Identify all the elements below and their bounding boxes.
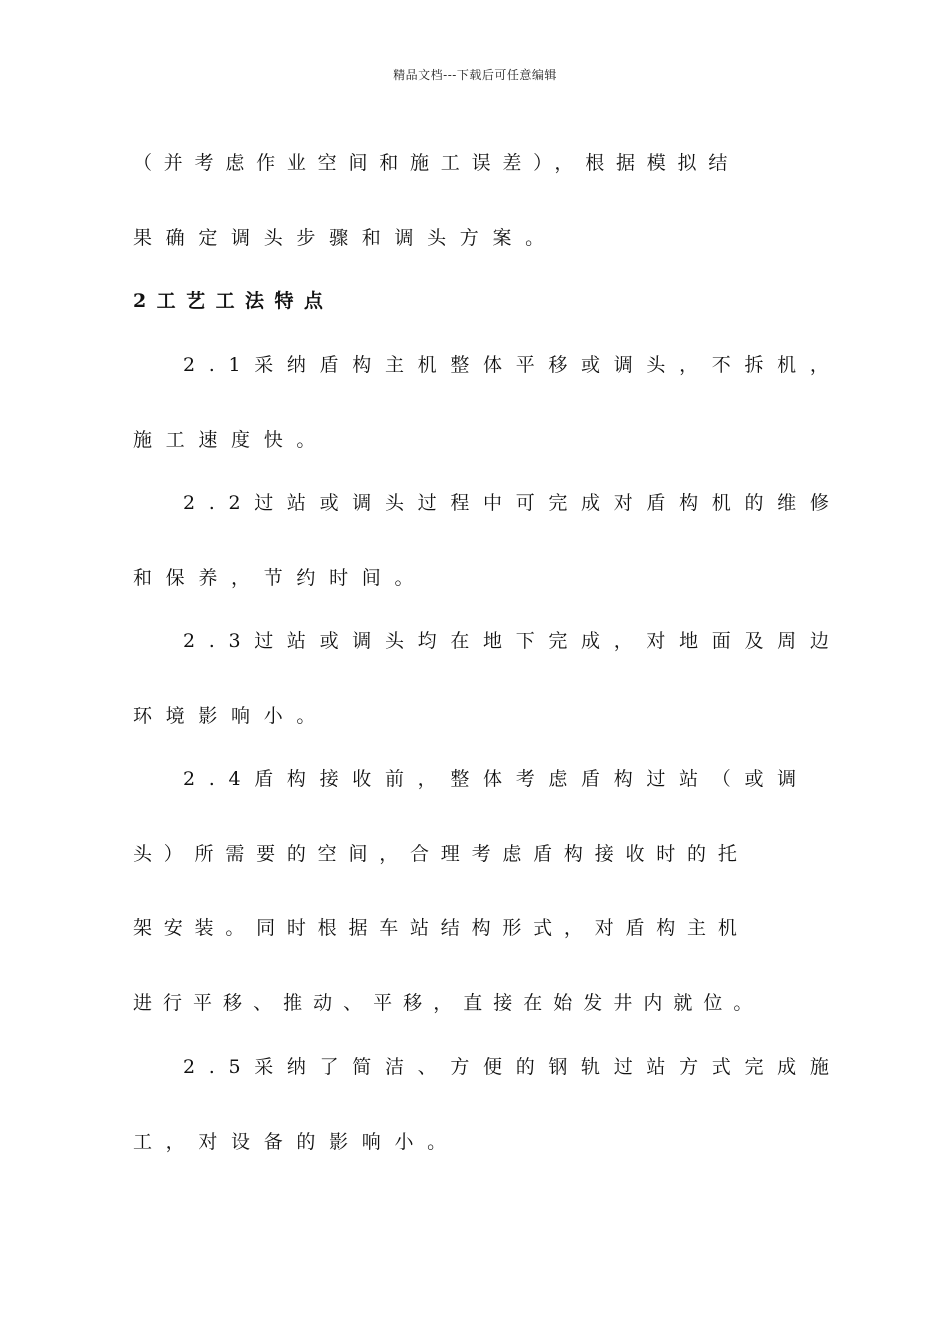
body-line: （并考虑作业空间和施工误差），根据模拟结 — [133, 152, 740, 174]
paragraph-2-4-line-4: 进行平移、推动、平移，直接在始发井内就位。 — [133, 992, 764, 1014]
paragraph-2-4-line-1: 2.4盾构接收前，整体考虑盾构过站（或调 — [183, 768, 810, 790]
paragraph-2-1-line-1: 2.1采纳盾构主机整体平移或调头，不拆机， — [183, 354, 843, 376]
paragraph-2-2-line-2: 和保养，节约时间。 — [133, 567, 428, 589]
page-header: 精品文档---下载后可任意编辑 — [393, 68, 557, 82]
section-heading: 2工艺工法特点 — [133, 290, 334, 312]
paragraph-2-5-line-2: 工，对设备的影响小。 — [133, 1131, 460, 1153]
paragraph-2-5-line-1: 2.5采纳了简洁、方便的钢轨过站方式完成施 — [183, 1056, 843, 1078]
paragraph-2-2-line-1: 2.2过站或调头过程中可完成对盾构机的维修 — [183, 492, 843, 514]
paragraph-2-4-line-2: 头）所需要的空间，合理考虑盾构接收时的托 — [133, 843, 749, 865]
paragraph-2-3-line-2: 环境影响小。 — [133, 705, 330, 727]
paragraph-2-4-line-3: 架安装。同时根据车站结构形式，对盾构主机 — [133, 917, 749, 939]
paragraph-2-1-line-2: 施工速度快。 — [133, 429, 330, 451]
body-line: 果确定调头步骤和调头方案。 — [133, 227, 558, 249]
paragraph-2-3-line-1: 2.3过站或调头均在地下完成，对地面及周边 — [183, 630, 843, 652]
